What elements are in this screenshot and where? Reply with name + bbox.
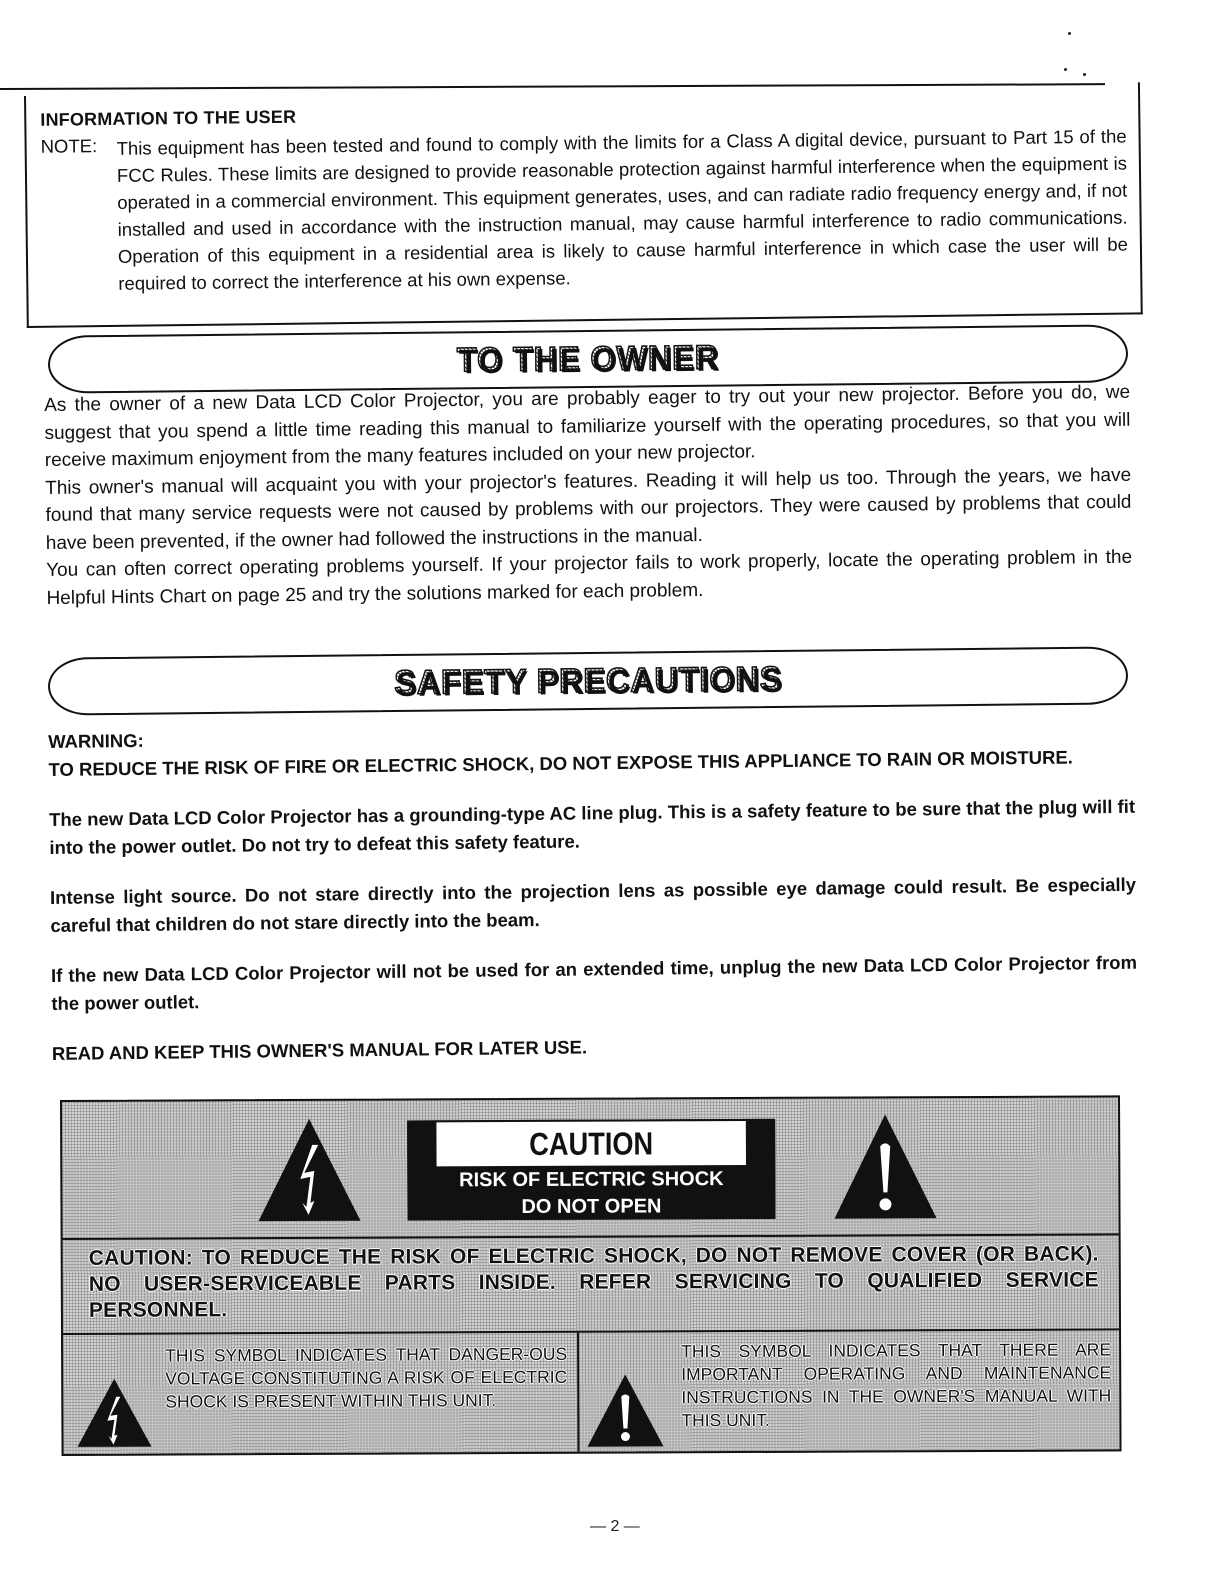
caution-panel-symbols-row <box>63 1330 1120 1454</box>
exclamation-symbol-text: THIS SYMBOL INDICATES THAT THERE ARE IMPORTANT OPERATING AND MAINTENANCE INSTRUCTIONS IN THE OWNER'S MANUAL WITH THIS UNIT. <box>681 1339 1112 1431</box>
caution-label-box <box>407 1119 775 1221</box>
info-note-label: NOTE: <box>40 135 98 157</box>
caution-panel-top <box>62 1097 1119 1240</box>
safety-paragraph: Intense light source. Do not stare directly into the projection lens as possible eye damage could result. Be especially careful that children do not stare directly into the beam. <box>49 873 1137 936</box>
warning-title: WARNING: <box>48 729 144 752</box>
scan-speck <box>1064 68 1067 71</box>
info-title: INFORMATION TO THE USER <box>40 106 297 130</box>
owner-section-text <box>44 379 1133 612</box>
owner-paragraph: This owner's manual will acquaint you with your projector's features. Reading it will help us too. Through the years, we have found that many service requests were not caused by problems with our projectors. They were caused by problems that could have been prevented, if the owner had followed the instructions in the manual. <box>45 464 1132 554</box>
warning-body: TO REDUCE THE RISK OF FIRE OR ELECTRIC SHOCK, DO NOT EXPOSE THIS APPLIANCE TO RAIN OR MOISTURE. <box>48 746 1073 780</box>
caution-panel-statement-row <box>63 1233 1119 1335</box>
safety-section-text <box>48 715 1138 1090</box>
symbols-divider <box>577 1333 580 1452</box>
caution-sub-line-2: DO NOT OPEN <box>521 1195 662 1218</box>
exclamation-warning-icon <box>830 1110 940 1222</box>
owner-paragraph: You can often correct operating problems yourself. If your projector fails to work properly, locate the operating problem in the Helpful Hints Chart on page 25 and try the solutions marked for each problem. <box>46 546 1133 609</box>
safety-paragraph: READ AND KEEP THIS OWNER'S MANUAL FOR LATER USE. <box>51 1036 588 1064</box>
safety-precautions-banner <box>48 646 1129 715</box>
safety-paragraph: If the new Data LCD Color Projector will not be used for an extended time, unplug the new Data LCD Color Projector from the power outlet. <box>50 951 1138 1014</box>
caution-label: CAUTION <box>436 1121 746 1166</box>
lightning-warning-icon <box>254 1115 364 1225</box>
lightning-symbol-text: THIS SYMBOL INDICATES THAT DANGER-OUS VOLTAGE CONSTITUTING A RISK OF ELECTRIC SHOCK IS PRESENT WITHIN THIS UNIT. <box>165 1343 568 1412</box>
scan-speck <box>1068 32 1071 35</box>
caution-statement: CAUTION: TO REDUCE THE RISK OF ELECTRIC SHOCK, DO NOT REMOVE COVER (OR BACK). NO USER-SERVICEABLE PARTS INSIDE. REFER SERVICING TO QUALIFIED SERVICE PERSONNEL. <box>88 1242 1099 1322</box>
caution-sub-line-1: RISK OF ELECTRIC SHOCK <box>459 1168 724 1192</box>
owner-paragraph: As the owner of a new Data LCD Color Projector, you are probably eager to try out your new projector. Before you do, we suggest that you spend a little time reading this manual to familiarize yourself with the operating procedures, so that you will receive maximum enjoyment from the many features included on your new projector. <box>44 381 1131 471</box>
safety-precautions-heading: SAFETY PRECAUTIONS <box>393 659 783 702</box>
to-the-owner-heading: TO THE OWNER <box>456 338 720 379</box>
information-box <box>24 82 1143 328</box>
safety-paragraph: The new Data LCD Color Projector has a grounding-type AC line plug. This is a safety feature to be sure that the plug will fit into the power outlet. Do not try to defeat this safety feature. <box>48 795 1136 858</box>
caution-panel <box>60 1095 1122 1456</box>
info-note-body: This equipment has been tested and found to comply with the limits for a Class A digital device, pursuant to Part 15 of the FCC Rules. These limits are designed to provide reasonable protection against harmful interference when the equipment is operated in a commercial environment. This equipment generates, uses, and can radiate radio frequency energy and, if not installed and used in accordance with the instruction manual, may cause harmful interference to radio communications. Operation of this equipment in a residential area is likely to cause harmful interference in which case the user will be required to correct the interference at his own expense. <box>116 125 1129 294</box>
exclamation-symbol-icon <box>585 1372 665 1448</box>
page-number: — 2 — <box>590 1518 640 1535</box>
scan-speck <box>1083 73 1086 76</box>
lightning-symbol-icon <box>75 1377 153 1449</box>
